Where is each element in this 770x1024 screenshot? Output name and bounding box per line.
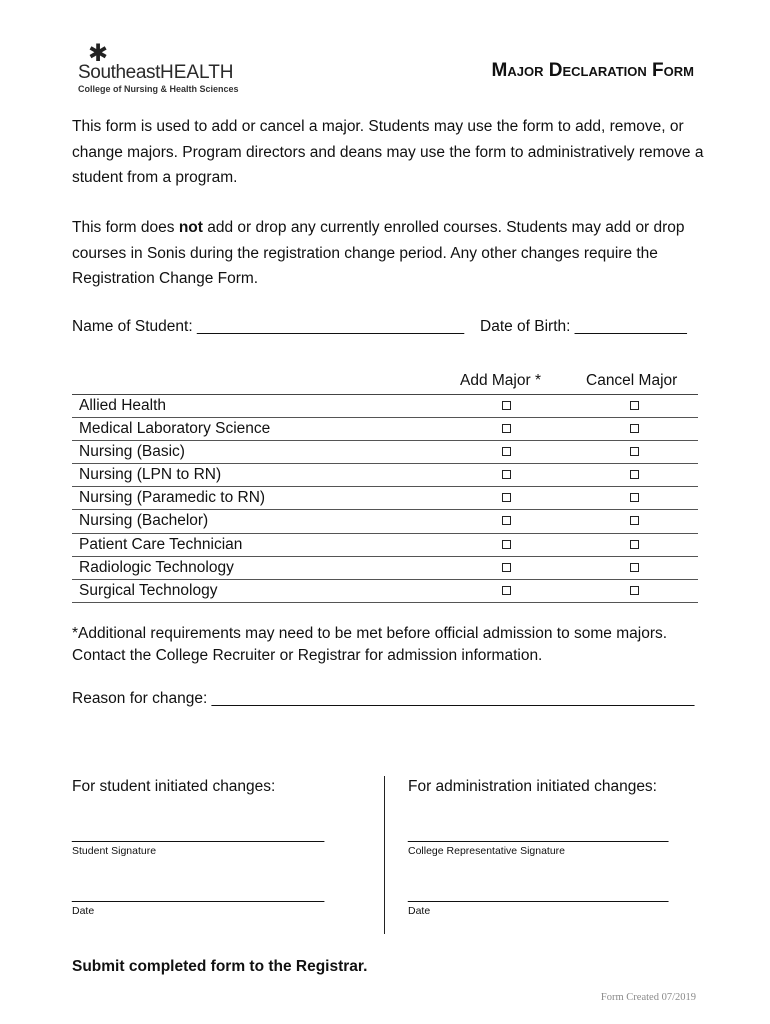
table-row xyxy=(72,534,698,557)
reason-for-change-field[interactable] xyxy=(72,690,694,708)
major-name: Nursing (Basic) xyxy=(79,443,185,461)
add-major-checkbox[interactable] xyxy=(502,563,511,572)
major-name: Radiologic Technology xyxy=(79,558,234,576)
table-row xyxy=(72,395,698,418)
major-name: Medical Laboratory Science xyxy=(79,420,271,438)
date-of-birth-label: Date of Birth: xyxy=(480,318,571,335)
student-date-label: Date xyxy=(72,905,95,917)
cancel-major-checkbox[interactable] xyxy=(630,493,639,502)
add-major-checkbox[interactable] xyxy=(502,447,511,456)
table-row xyxy=(72,418,698,441)
add-major-checkbox[interactable] xyxy=(502,424,511,433)
college-logo xyxy=(78,40,248,96)
admin-date-label: Date xyxy=(408,905,431,917)
cancel-major-checkbox[interactable] xyxy=(630,424,639,433)
major-rows xyxy=(72,395,698,603)
column-add-major: Add Major * xyxy=(460,372,541,389)
table-row xyxy=(72,441,698,464)
date-of-birth-field[interactable] xyxy=(480,318,687,336)
date-of-birth-blank[interactable]: _____________ xyxy=(574,318,687,335)
major-name: Nursing (Bachelor) xyxy=(79,512,209,530)
logo-brand: SoutheastHEALTH xyxy=(78,62,234,83)
submit-instruction: Submit completed form to the Registrar. xyxy=(72,958,368,975)
column-cancel-major: Cancel Major xyxy=(586,372,678,389)
intro-paragraph-1: This form is used to add or cancel a major. Students may use the form to add, remove, or change majors. Program directors and deans may use the form to administratively remove a student from a program. xyxy=(72,118,704,186)
cancel-major-checkbox[interactable] xyxy=(630,540,639,549)
student-section-heading: For student initiated changes: xyxy=(72,778,276,795)
table-row xyxy=(72,510,698,533)
cancel-major-checkbox[interactable] xyxy=(630,516,639,525)
major-name: Allied Health xyxy=(79,397,167,414)
logo-subtitle: College of Nursing & Health Sciences xyxy=(78,84,239,94)
major-name: Nursing (LPN to RN) xyxy=(79,466,222,484)
table-row xyxy=(72,487,698,510)
cancel-major-checkbox[interactable] xyxy=(630,563,639,572)
additional-requirements-note: *Additional requirements may need to be met before official admission to some majors. Contact the College Recruiter or Registrar for admission information. xyxy=(72,625,668,664)
page-title: Major Declaration Form xyxy=(491,60,694,81)
student-name-field[interactable] xyxy=(72,318,464,336)
college-representative-signature-line[interactable]: ________________________________ xyxy=(408,826,668,843)
add-major-checkbox[interactable] xyxy=(502,493,511,502)
major-name: Nursing (Paramedic to RN) xyxy=(79,489,266,507)
major-name: Surgical Technology xyxy=(79,581,218,599)
add-major-checkbox[interactable] xyxy=(502,540,511,549)
asterisk-logo-icon: ✱ xyxy=(88,40,109,67)
cancel-major-checkbox[interactable] xyxy=(630,401,639,410)
table-row xyxy=(72,557,698,580)
table-header xyxy=(72,372,698,395)
reason-blank[interactable]: ________________________________________________________ xyxy=(211,690,695,707)
add-major-checkbox[interactable] xyxy=(502,516,511,525)
admin-section-heading: For administration initiated changes: xyxy=(408,778,657,795)
major-table xyxy=(72,372,698,603)
cancel-major-checkbox[interactable] xyxy=(630,447,639,456)
student-signature-label: Student Signature xyxy=(72,845,157,857)
intro-paragraph-2: This form does not add or drop any currently enrolled courses. Students may add or drop courses in Sonis during the registration change period. Any other changes require the Registration Change Form. xyxy=(72,219,685,287)
add-major-checkbox[interactable] xyxy=(502,470,511,479)
student-name-blank[interactable]: _______________________________ xyxy=(196,318,465,335)
table-row xyxy=(72,580,698,603)
reason-label: Reason for change: xyxy=(72,690,208,707)
add-major-checkbox[interactable] xyxy=(502,586,511,595)
student-date-line[interactable]: _______________________________ xyxy=(72,886,324,903)
table-row xyxy=(72,464,698,487)
admin-date-line[interactable]: ________________________________ xyxy=(408,886,668,903)
student-signature-line[interactable]: _______________________________ xyxy=(72,826,324,843)
form-created-date: Form Created 07/2019 xyxy=(600,992,696,1003)
cancel-major-checkbox[interactable] xyxy=(630,470,639,479)
add-major-checkbox[interactable] xyxy=(502,401,511,410)
section-divider xyxy=(384,776,385,934)
major-name: Patient Care Technician xyxy=(79,535,243,553)
student-name-label: Name of Student: xyxy=(72,318,193,335)
college-representative-signature-label: College Representative Signature xyxy=(408,845,566,857)
cancel-major-checkbox[interactable] xyxy=(630,586,639,595)
